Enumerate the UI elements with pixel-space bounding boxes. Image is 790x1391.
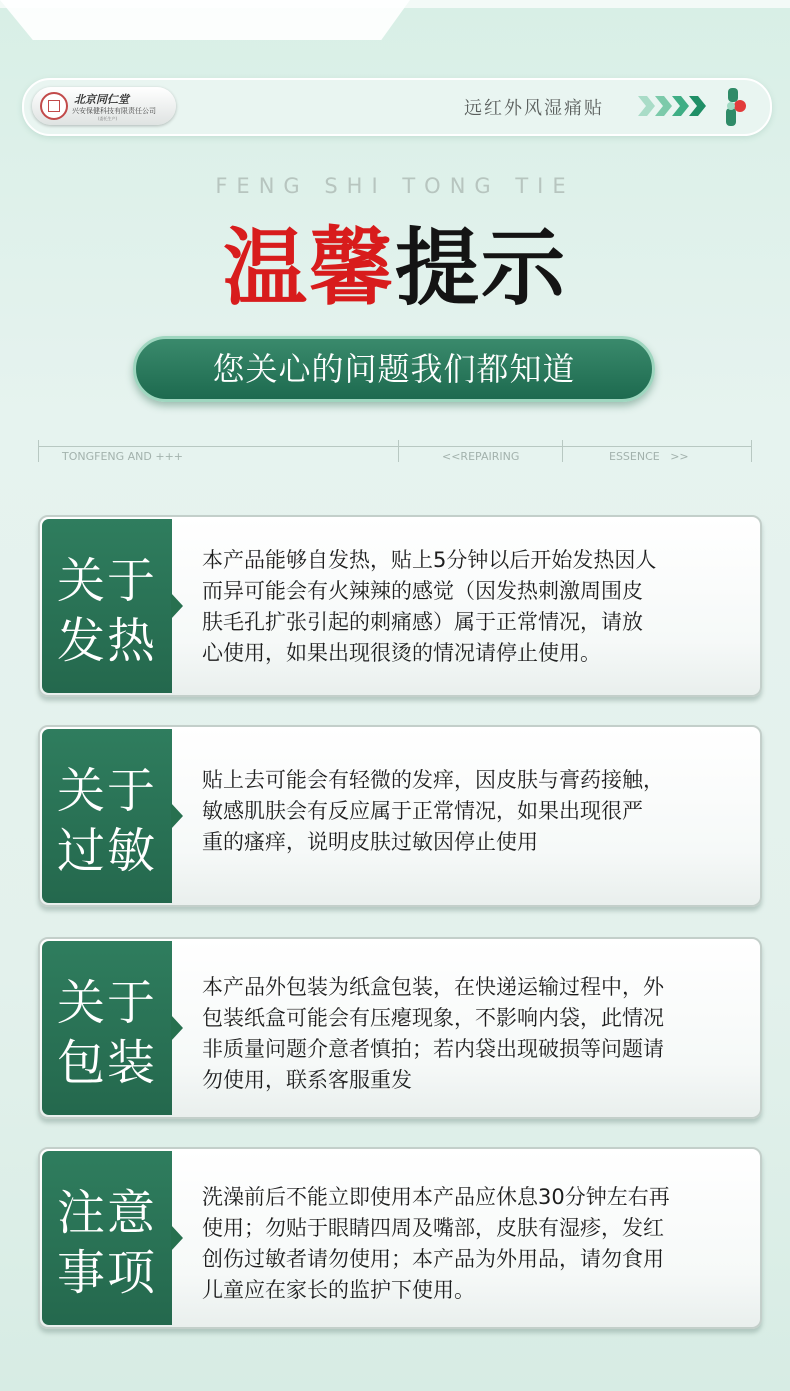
english-subtitle: FENG SHI TONG TIE — [215, 174, 575, 198]
card-label-line1: 关于 — [56, 553, 157, 609]
card-label-line2: 发热 — [56, 613, 157, 669]
page-title — [0, 218, 790, 318]
divider-tick — [751, 440, 752, 462]
divider-tick — [398, 440, 399, 462]
brand-note: (委托生产) — [98, 116, 118, 121]
card-packaging — [38, 937, 762, 1119]
card-label-line2: 包装 — [56, 1035, 157, 1091]
header-bar — [22, 78, 772, 136]
card-precautions — [38, 1147, 762, 1329]
card-text: 洗澡前后不能立即使用本产品应休息30分钟左右再 使用；勿贴于眼睛四周及嘴部，皮肤有湿疹，发红 创伤过敏者请勿使用；本产品为外用品，请勿食用 儿童应在家长的监护下使用。 — [202, 1185, 670, 1302]
card-text: 本产品外包装为纸盒包装，在快递运输过程中，外 包装纸盒可能会有压瘪现象，不影响内袋，此情况 非质量问题介意者慎拍；若内袋出现破损等问题请 勿使用，联系客服重发 — [202, 975, 664, 1092]
card-label — [42, 519, 172, 693]
brand-company: 兴安保健科技有限责任公司 — [72, 107, 156, 115]
card-label — [42, 729, 172, 903]
card-label-line1: 注意 — [56, 1185, 157, 1241]
top-tab-decoration — [0, 0, 410, 40]
card-label-line1: 关于 — [56, 763, 157, 819]
divider-tick — [38, 440, 39, 462]
divider-label: TONGFENG AND +++ — [62, 450, 184, 463]
brand-logo — [32, 87, 176, 125]
title-dark-part: 提示 — [395, 219, 568, 317]
brand-name: 北京同仁堂 — [74, 93, 129, 106]
card-text: 本产品能够自发热，贴上5分钟以后开始发热因人 而异可能会有火辣辣的感觉（因发热刺激周围皮 肤毛孔扩张引起的刺痛感）属于正常情况，请放 心使用，如果出现很烫的情况请停止使用。 — [202, 548, 657, 665]
chevrons-icon — [638, 96, 708, 116]
card-label-line2: 事项 — [56, 1245, 157, 1301]
title-red-part: 温馨 — [222, 219, 395, 317]
divider-label: ESSENCE >> — [609, 450, 689, 463]
seal-icon — [40, 92, 68, 120]
product-name: 远红外风湿痛贴 — [464, 98, 604, 119]
card-label — [42, 941, 172, 1115]
card-fever — [38, 515, 762, 697]
card-label-line2: 过敏 — [56, 823, 157, 879]
card-text: 贴上去可能会有轻微的发痒，因皮肤与膏药接触， 敏感肌肤会有反应属于正常情况，如果出现很严 重的瘙痒，说明皮肤过敏因停止使用 — [202, 768, 664, 854]
divider — [38, 440, 752, 464]
divider-tick — [562, 440, 563, 462]
divider-label: <<REPAIRING — [442, 450, 520, 463]
card-label — [42, 1151, 172, 1325]
divider-line — [38, 446, 752, 447]
knee-joint-icon — [720, 88, 748, 126]
card-label-line1: 关于 — [56, 975, 157, 1031]
card-allergy — [38, 725, 762, 907]
banner: 您关心的问题我们都知道 — [133, 336, 655, 402]
